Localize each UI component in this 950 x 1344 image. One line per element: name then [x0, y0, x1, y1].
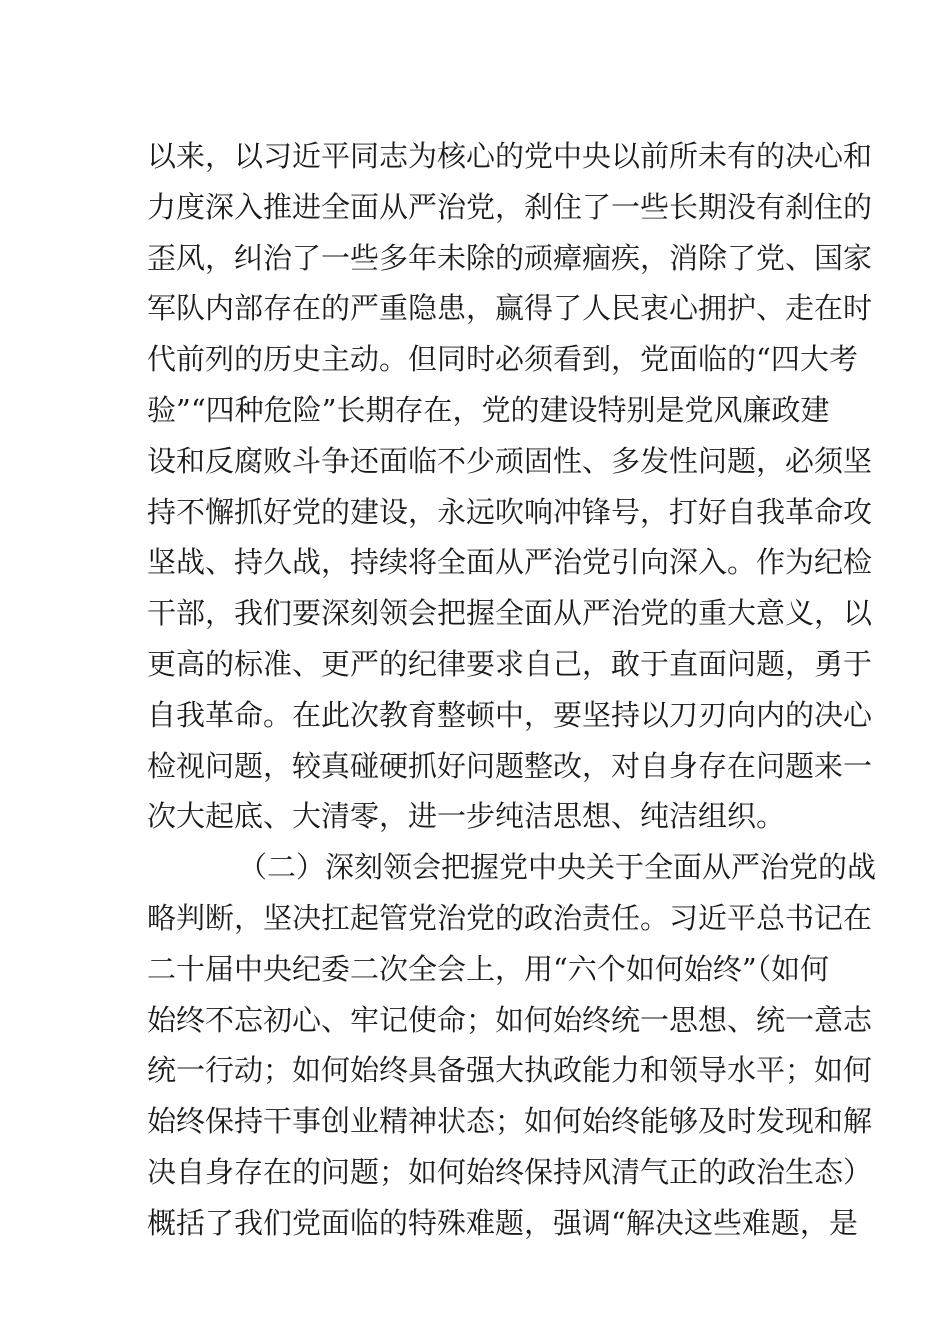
text-line: 代前列的历史主动。但同时必须看到，党面临的“四大考 [147, 342, 858, 377]
text-line: 二十届中央纪委二次全会上，用“六个如何始终”（如何 [147, 951, 830, 986]
text-line: 更高的标准、更严的纪律要求自己，敢于直面问题，勇于 [147, 646, 873, 681]
text-line: 干部，我们要深刻领会把握全面从严治党的重大意义，以 [147, 596, 873, 631]
text-line: 坚战、持久战，持续将全面从严治党引向深入。作为纪检 [147, 545, 873, 580]
text-line: 略判断，坚决扛起管党治党的政治责任。习近平总书记在 [147, 900, 873, 935]
text-line: 持不懈抓好党的建设，永远吹响冲锋号，打好自我革命攻 [147, 494, 873, 529]
text-line: 自我革命。在此次教育整顿中，要坚持以刀刃向内的决心 [147, 697, 873, 732]
text-line: 始终不忘初心、牢记使命；如何始终统一思想、统一意志 [147, 1002, 873, 1037]
text-line: 概括了我们党面临的特殊难题，强调“解决这些难题，是 [147, 1205, 858, 1240]
text-line: 以来，以习近平同志为核心的党中央以前所未有的决心和 [147, 139, 873, 173]
text-line: 统一行动；如何始终具备强大执政能力和领导水平；如何 [147, 1053, 873, 1088]
paragraph-1 [147, 131, 873, 842]
text-line: 设和反腐败斗争还面临不少顽固性、多发性问题，必须坚 [147, 443, 873, 478]
text-line: 始终保持干事创业精神状态；如何始终能够及时发现和解 [147, 1104, 873, 1139]
body-text [147, 131, 877, 1249]
text-line: 力度深入推进全面从严治党，刹住了一些长期没有刹住的 [147, 189, 873, 224]
text-line: 验”“四种危险”长期存在，党的建设特别是党风廉政建 [147, 392, 830, 427]
text-line: 决自身存在的问题；如何始终保持风清气正的政治生态） [147, 1154, 873, 1189]
text-line: 检视问题，较真碰硬抓好问题整改，对自身存在问题来一 [147, 748, 873, 783]
section-heading-line: （二）深刻领会把握党中央关于全面从严治党的战 [238, 850, 877, 885]
text-line-last: 次大起底、大清零，进一步纯洁思想、纯洁组织。 [147, 799, 786, 834]
text-line: 歪风，纠治了一些多年未除的顽瘴痼疾，消除了党、国家 [147, 240, 873, 275]
paragraph-2 [147, 842, 877, 1248]
text-line: 军队内部存在的严重隐患，赢得了人民衷心拥护、走在时 [147, 291, 873, 326]
